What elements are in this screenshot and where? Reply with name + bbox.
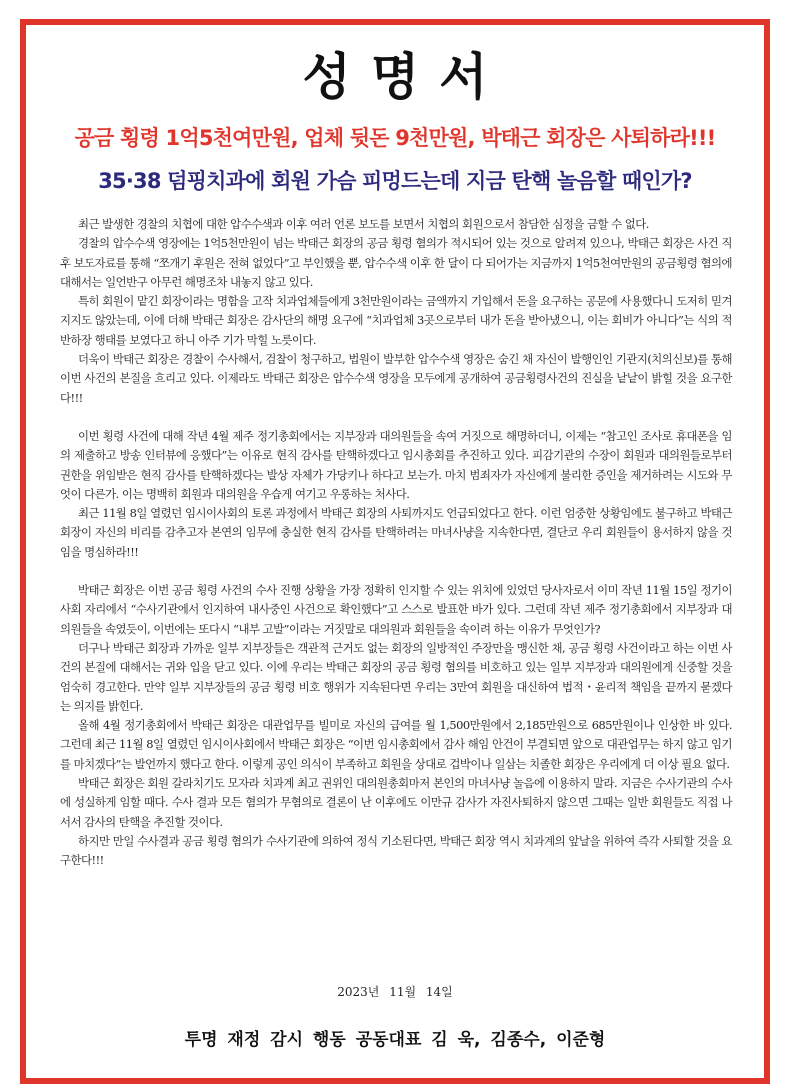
paragraph: 하지만 만일 수사결과 공금 횡령 혐의가 수사기관에 의하여 정식 기소된다면, 박태근 회장 역시 치과계의 앞날을 위하여 즉각 사퇴할 것을 요구한다!!! <box>60 833 732 868</box>
paragraph: 더구나 박태근 회장과 가까운 일부 지부장들은 객관적 근거도 없는 회장의 일방적인 주장만을 맹신한 채, 공금 횡령 사건이라고 하는 이번 사건의 본질에 대해서는 귀와 입을 닫고 있다. 이에 우리는 박태근 회장의 공금 횡령 혐의를 비호하고 있는 일부 지부장과 대의원에게 신중할 것을 엄숙히 경고한다. 만약 일부 지부장들의 공금 횡령 비호 행위가 지속된다면 우리는 3만여 회원을 대신하여 법적・윤리적 책임을 끝까지 묻겠다는 의지를 밝힌다. <box>60 640 732 713</box>
headline-red: 공금 횡령 1억5천여만원, 업체 뒷돈 9천만원, 박태근 회장은 사퇴하라!!! <box>74 126 716 150</box>
statement-body <box>60 215 732 871</box>
headline-blue: 35·38 덤핑치과에 회원 가슴 피멍드는데 지금 탄핵 놀음할 때인가? <box>98 169 692 193</box>
paragraph: 박태근 회장은 회원 갈라치기도 모자라 치과계 최고 권위인 대의원총회마저 본인의 마녀사냥 놀음에 이용하지 말라. 지금은 수사기관의 수사에 성실하게 임할 때다. 수사 결과 모든 혐의가 무혐의로 결론이 난 이후에도 이만규 감사가 자진사퇴하지 않으면 그때는 일반 회원들도 직접 나서서 감사의 탄핵을 추진할 것이다. <box>60 776 732 829</box>
paragraph-gap <box>60 562 732 581</box>
paragraph-gap <box>60 408 732 427</box>
statement-date: 2023년 11월 14일 <box>337 985 453 999</box>
paragraph: 박태근 회장은 이번 공금 횡령 사건의 수사 진행 상황을 가장 정확히 인지할 수 있는 위치에 있었던 당사자로서 이미 작년 11월 15일 정기이사회 자리에서 “수사기관에서 인지하여 내사중인 사건으로 확인했다”고 스스로 발표한 바가 있다. 그런데 작년 제주 정기총회에서 지부장과 대의원들을 속였듯이, 이번에는 또다시 “내부 고발”이라는 거짓말로 대의원과 회원들을 속이려 하는 이유가 무엇인가? <box>60 583 732 636</box>
paragraph: 최근 11월 8일 열렸던 임시이사회의 토론 과정에서 박태근 회장의 사퇴까지도 언급되었다고 한다. 이런 엄중한 상황임에도 불구하고 박태근 회장이 자신의 비리를 감추고자 본연의 임무에 충실한 현직 감사를 탄핵하려는 마녀사냥을 지속한다면, 결단코 우리 회원들이 용서하지 않을 것임을 명심하라!!! <box>60 506 732 559</box>
document-title: 성명서 <box>302 48 508 106</box>
paragraph: 특히 회원이 맡긴 회장이라는 명함을 고작 치과업체들에게 3천만원이라는 금액까지 기입해서 돈을 요구하는 공문에 사용했다니 도저히 믿겨지지도 않았는데, 이에 더해 박태근 회장은 감사단의 해명 요구에 “치과업체 3곳으로부터 내가 돈을 받아냈으니, 이는 회비가 아니다”는 식의 적반하장 행태를 보였다고 하니 아주 기가 막힐 노릇이다. <box>60 294 732 347</box>
signers-line: 투명 재정 감시 행동 공동대표 김 욱, 김종수, 이준형 <box>184 1030 606 1050</box>
paragraph: 최근 발생한 경찰의 치협에 대한 압수수색과 이후 여러 언론 보도를 보면서 치협의 회원으로서 참담한 심정을 금할 수 없다. <box>78 217 649 231</box>
statement-document <box>20 19 770 1084</box>
paragraph: 올해 4월 정기총회에서 박태근 회장은 대관업무를 빌미로 자신의 급여를 월 1,500만원에서 2,185만원으로 685만원이나 인상한 바 있다. 그런데 최근 11월 8일 열렸던 임시이사회에서 박태근 회장은 “이번 임시총회에서 감사 해임 안건이 부결되면 앞으로 대관업무는 하지 않고 임기를 마치겠다”는 발언까지 했다고 한다. 이렇게 공인 의식이 부족하고 회원을 상대로 겁박이나 일삼는 치졸한 회장은 우리에게 더 이상 필요 없다. <box>60 718 732 771</box>
paragraph: 경찰의 압수수색 영장에는 1억5천만원이 넘는 박태근 회장의 공금 횡령 혐의가 적시되어 있는 것으로 알려져 있으나, 박태근 회장은 사건 직후 보도자료를 통해 “쪼개기 후원은 전혀 없었다”고 부인했을 뿐, 압수수색 이후 한 달이 다 되어가는 지금까지 1억5천여만원의 공금횡령 혐의에 대해서는 일언반구 아무런 해명조차 내놓지 않고 있다. <box>60 236 732 289</box>
paragraph: 이번 횡령 사건에 대해 작년 4월 제주 정기총회에서는 지부장과 대의원들을 속여 거짓으로 해명하더니, 이제는 “참고인 조사로 휴대폰을 임의 제출하고 방송 인터뷰에 응했다”는 이유로 현직 감사를 탄핵하겠다고 임시총회를 추진하고 있다. 피감기관의 수장이 회원과 대의원들로부터 권한을 위임받은 현직 감사를 탄핵하겠다는 발상 자체가 가당키나 하다고 보는가. 마치 범죄자가 자신에게 불리한 증인을 제거하려는 시도와 무엇이 다른가. 이는 명백히 회원과 대의원을 우습게 여기고 우롱하는 처사다. <box>60 428 732 501</box>
paragraph: 더욱이 박태근 회장은 경찰이 수사해서, 검찰이 청구하고, 법원이 발부한 압수수색 영장은 숨긴 채 자신이 발행인인 기관지(치의신보)를 통해 이번 사건의 본질을 흐리고 있다. 이제라도 박태근 회장은 압수수색 영장을 모두에게 공개하여 공금횡령사건의 진실을 낱낱이 밝힐 것을 요구한다!!! <box>60 352 732 405</box>
